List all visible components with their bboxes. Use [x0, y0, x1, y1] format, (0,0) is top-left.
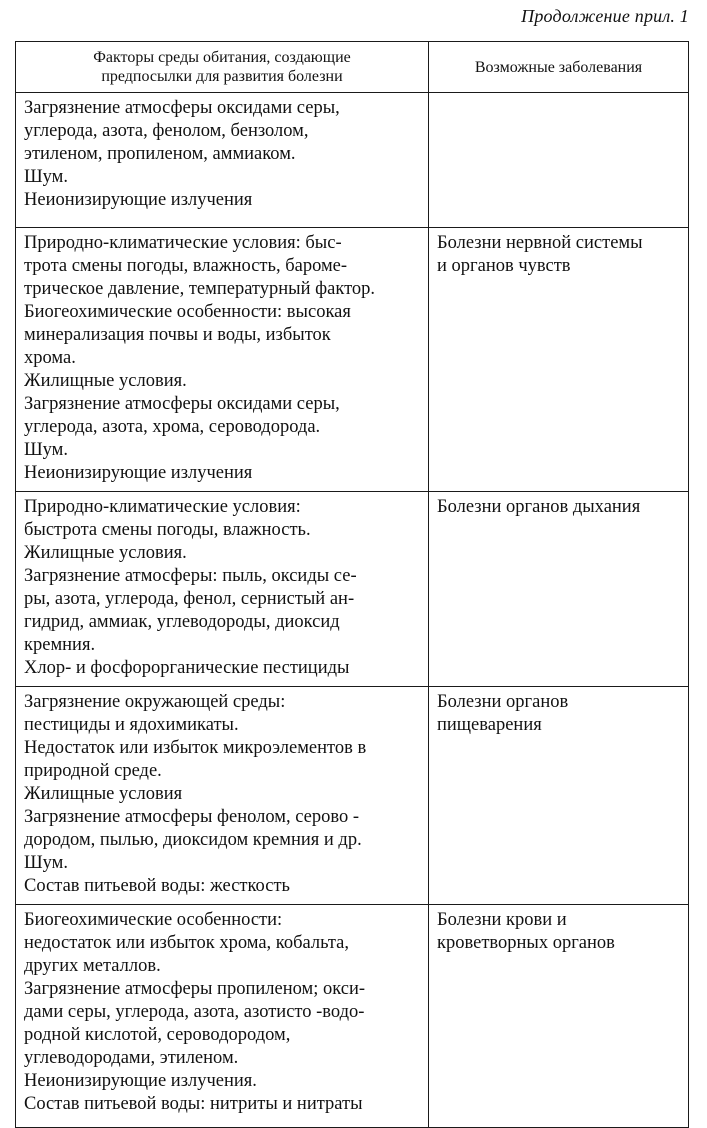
diseases-cell — [429, 93, 689, 228]
diseases-cell — [429, 687, 689, 905]
factor-line: Природно-климатические условия: быс- — [24, 233, 342, 253]
factor-line: минерализация почвы и воды, избыток — [24, 325, 331, 345]
factor-line: углерода, азота, хрома, сероводорода. — [24, 417, 321, 437]
factor-line: дами серы, углерода, азота, азотисто -водо- — [24, 1002, 365, 1022]
table-row — [16, 687, 689, 905]
disease-line: Болезни органов — [437, 692, 569, 712]
factor-line: ры, азота, углерода, фенол, сернистый ан- — [24, 589, 355, 609]
factor-line: других металлов. — [24, 956, 161, 976]
factor-line: Хлор- и фосфорорганические пестициды — [24, 658, 350, 678]
factor-line: Шум. — [24, 440, 69, 460]
table-row — [16, 492, 689, 687]
factor-line: Шум. — [24, 853, 69, 873]
factor-line: Шум. — [24, 167, 69, 187]
factor-line: Неионизирующие излучения — [24, 463, 253, 483]
table-row — [16, 93, 689, 228]
header-factors — [16, 42, 429, 93]
factor-line: углеводородами, этиленом. — [24, 1048, 239, 1068]
diseases-cell — [429, 228, 689, 492]
factor-line: углерода, азота, фенолом, бензолом, — [24, 121, 309, 141]
factor-line: Жилищные условия. — [24, 371, 187, 391]
factors-cell — [16, 492, 429, 687]
factor-line: Неионизирующие излучения. — [24, 1071, 257, 1091]
factors-cell — [16, 905, 429, 1128]
factor-line: этиленом, пропиленом, аммиаком. — [24, 144, 296, 164]
disease-line: Болезни нервной системы — [437, 233, 643, 253]
factor-line: трическое давление, температурный фактор. — [24, 279, 376, 299]
disease-line: кроветворных органов — [437, 933, 615, 953]
factor-line: Загрязнение атмосферы оксидами серы, — [24, 394, 340, 414]
factor-line: Биогеохимические особенности: высокая — [24, 302, 351, 322]
factor-line: родной кислотой, сероводородом, — [24, 1025, 291, 1045]
factor-line: Загрязнение атмосферы: пыль, оксиды се- — [24, 566, 357, 586]
diseases-cell — [429, 905, 689, 1128]
factor-line: Неионизирующие излучения — [24, 190, 253, 210]
table-row — [16, 905, 689, 1128]
factor-line: дородом, пылью, диоксидом кремния и др. — [24, 830, 362, 850]
factors-cell — [16, 228, 429, 492]
factor-line: трота смены погоды, влажность, бароме- — [24, 256, 348, 276]
diseases-cell — [429, 492, 689, 687]
table-header-row — [16, 42, 689, 93]
factors-cell — [16, 93, 429, 228]
factor-line: природной среде. — [24, 761, 162, 781]
continuation-label: Продолжение прил. 1 — [521, 6, 689, 26]
disease-line: Болезни органов дыхания — [437, 497, 641, 517]
disease-line: и органов чувств — [437, 256, 571, 276]
factor-line: Загрязнение атмосферы пропиленом; окси- — [24, 979, 366, 999]
factor-line: Загрязнение атмосферы оксидами серы, — [24, 98, 340, 118]
header-factors-line: предпосылки для развития болезни — [101, 68, 343, 85]
factor-line: Природно-климатические условия: — [24, 497, 301, 517]
factor-line: быстрота смены погоды, влажность. — [24, 520, 311, 540]
factor-line: Недостаток или избыток микроэлементов в — [24, 738, 367, 758]
factors-diseases-table — [15, 41, 689, 1128]
factor-line: кремния. — [24, 635, 96, 655]
factor-line: хрома. — [24, 348, 76, 368]
factor-line: гидрид, аммиак, углеводороды, диоксид — [24, 612, 340, 632]
factor-line: пестициды и ядохимикаты. — [24, 715, 239, 735]
factor-line: Загрязнение окружающей среды: — [24, 692, 286, 712]
factor-line: Загрязнение атмосферы фенолом, серово - — [24, 807, 360, 827]
header-diseases: Возможные заболевания — [429, 42, 689, 93]
factor-line: Состав питьевой воды: жесткость — [24, 876, 290, 896]
factor-line: Состав питьевой воды: нитриты и нитраты — [24, 1094, 363, 1114]
factor-line: Жилищные условия — [24, 784, 183, 804]
factor-line: недостаток или избыток хрома, кобальта, — [24, 933, 349, 953]
factor-line: Биогеохимические особенности: — [24, 910, 283, 930]
disease-line: Болезни крови и — [437, 910, 567, 930]
table-row — [16, 228, 689, 492]
header-factors-line: Факторы среды обитания, создающие — [93, 49, 351, 66]
factor-line: Жилищные условия. — [24, 543, 187, 563]
disease-line: пищеварения — [437, 715, 542, 735]
factors-cell — [16, 687, 429, 905]
